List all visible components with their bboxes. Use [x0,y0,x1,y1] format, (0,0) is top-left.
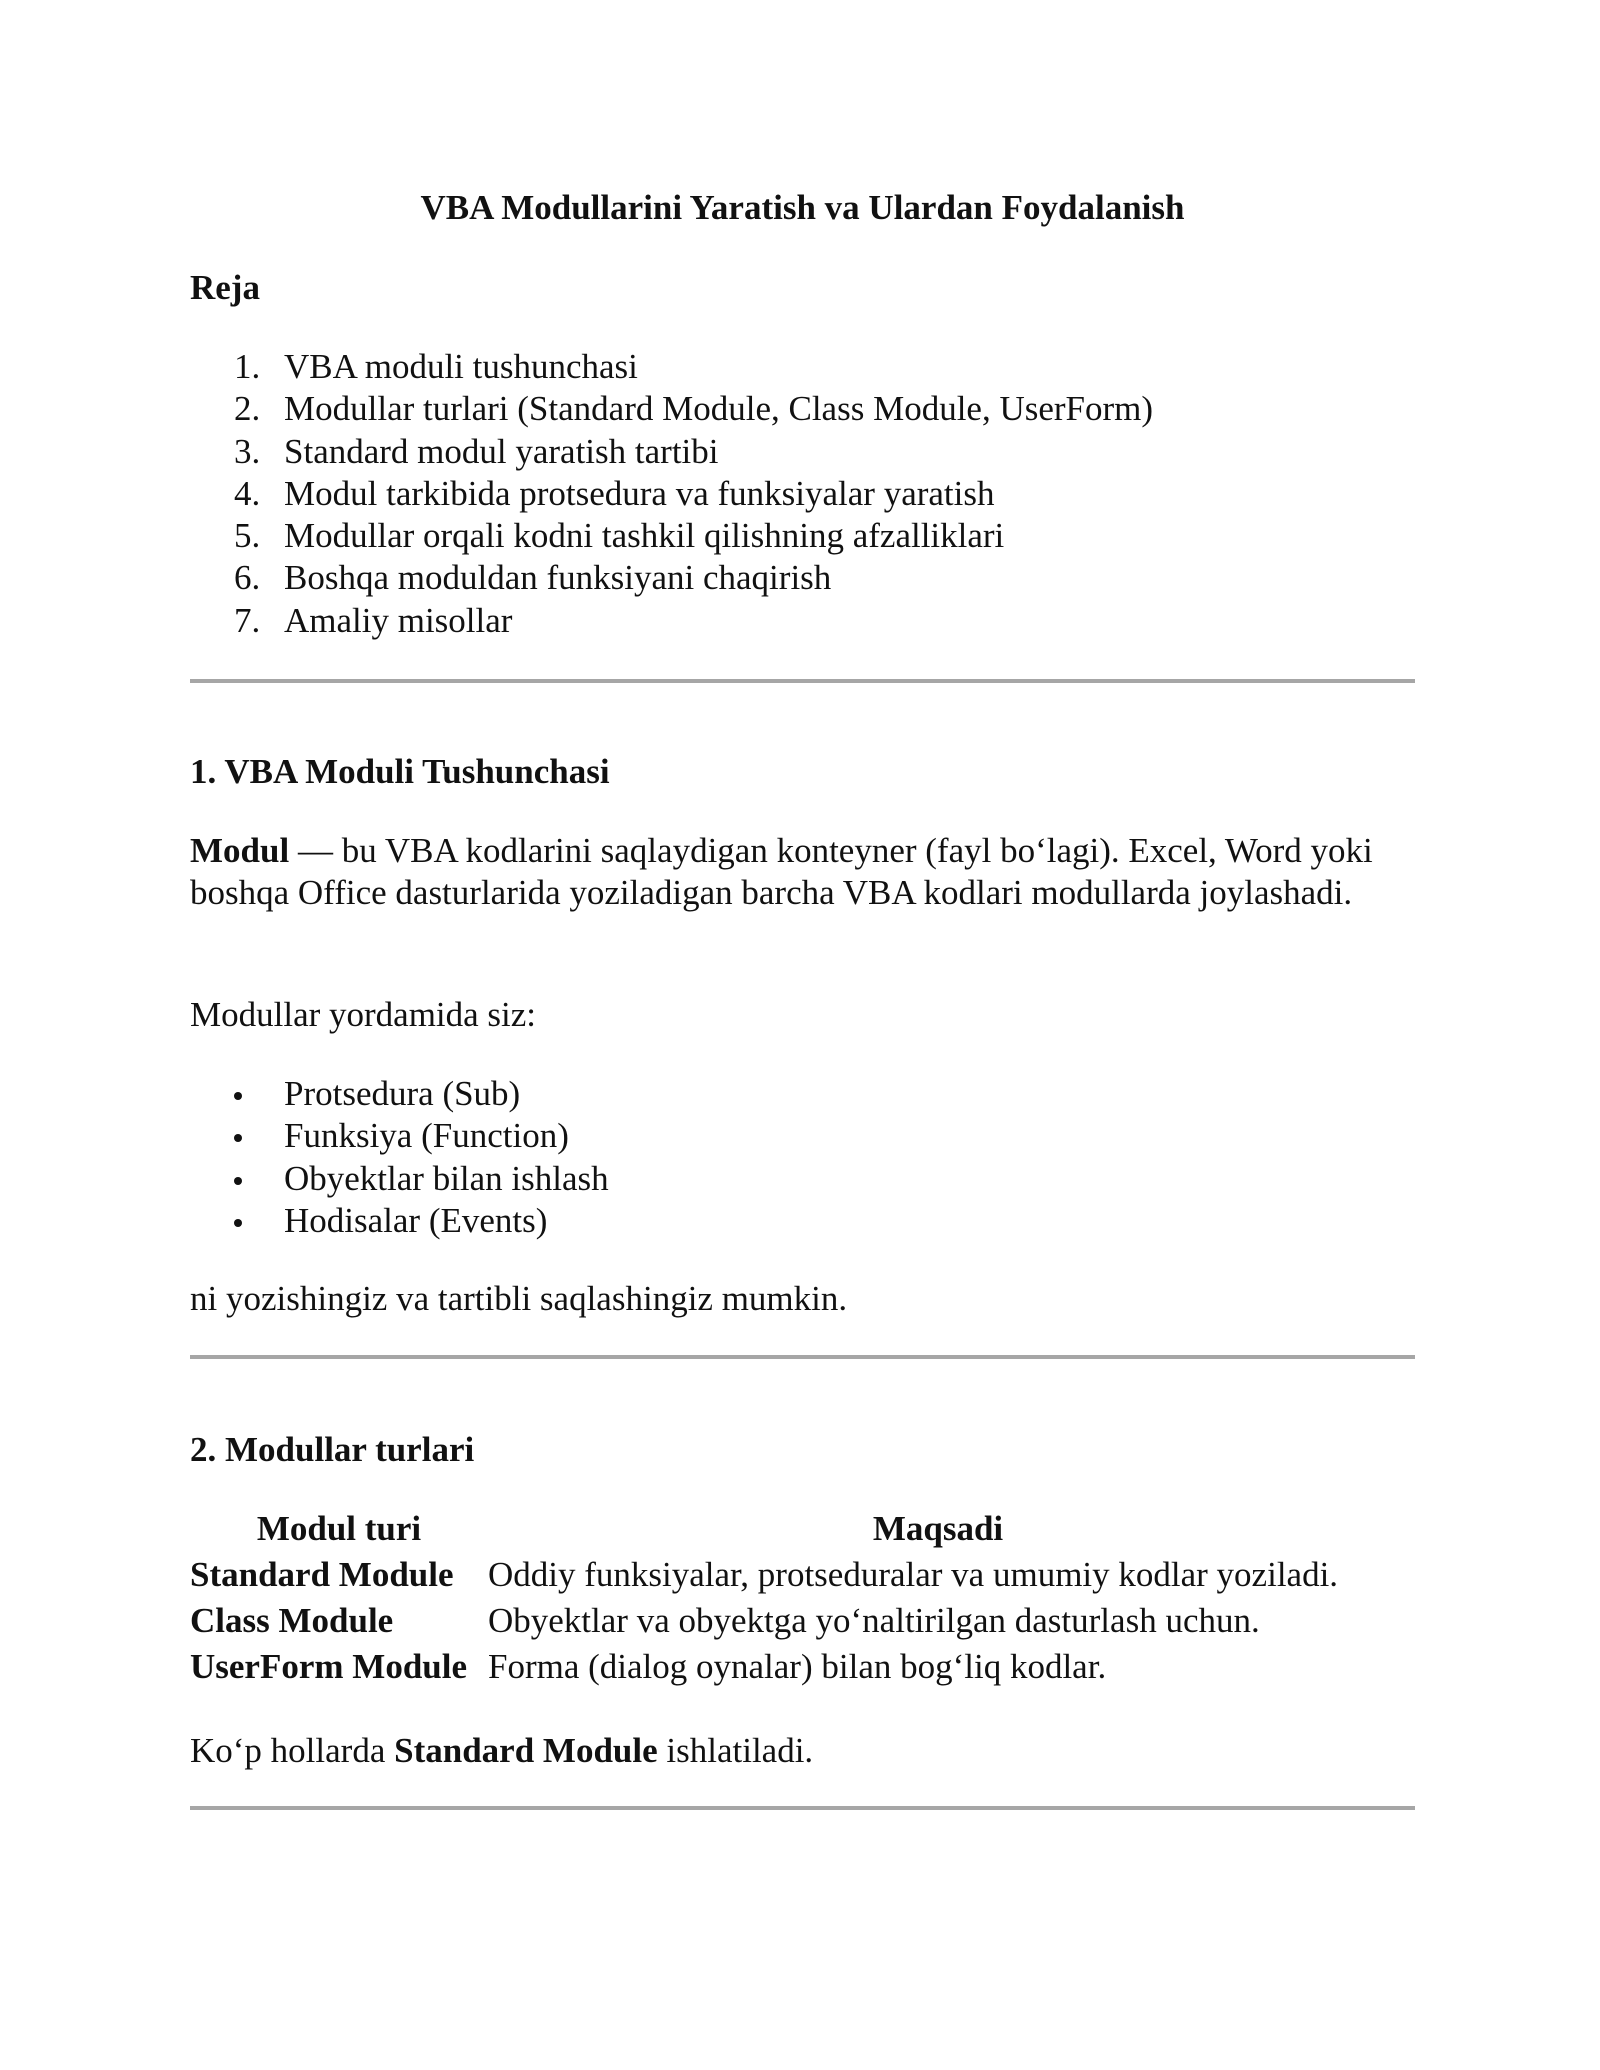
module-type-cell: Standard Module [190,1555,454,1594]
bullet-icon [234,1219,242,1227]
bullet-item [190,1200,609,1242]
note-suffix: ishlatiladi. [657,1731,814,1770]
module-type-cell: UserForm Module [190,1647,468,1686]
table-row [190,1600,1388,1646]
horizontal-rule [190,679,1415,683]
plan-item-number: 4. [234,473,261,513]
plan-item [190,388,1153,430]
bullet-icon [234,1092,242,1100]
note-bold-term: Standard Module [394,1731,658,1770]
bullet-icon [234,1134,242,1142]
plan-item-number: 6. [234,558,261,598]
plan-item-number: 5. [234,516,261,556]
plan-item-number: 3. [234,431,261,471]
bullet-item-text: Hodisalar (Events) [284,1200,548,1240]
plan-heading: Reja [190,268,260,307]
plan-list [190,346,1153,642]
bullet-item-text: Protsedura (Sub) [284,1074,521,1113]
plan-item [190,431,1153,473]
horizontal-rule [190,1806,1415,1810]
bullet-item-text: Funksiya (Function) [284,1116,569,1156]
plan-item-text: Standard modul yaratish tartibi [284,431,719,471]
plan-item-number: 1. [234,347,261,386]
plan-item-text: Modullar turlari (Standard Module, Class Module, UserForm) [284,389,1154,429]
plan-item-number: 2. [234,389,261,429]
plan-item-number: 7. [234,600,261,640]
section-2-heading: 2. Modullar turlari [190,1430,475,1469]
plan-item [190,600,1153,642]
modules-lead-paragraph: Modullar yordamida siz: [190,995,537,1034]
module-definition-paragraph [190,830,1415,915]
column-header-purpose: Maqsadi [872,1509,1004,1548]
module-types-table [190,1508,1388,1692]
document-title: VBA Modullarini Yaratish va Ulardan Foydalanish [420,188,1185,227]
note-prefix: Ko‘p hollarda [190,1731,395,1770]
bullet-item-text: Obyektlar bilan ishlash [284,1158,609,1198]
bullet-item [190,1158,609,1200]
module-purpose-cell: Forma (dialog oynalar) bilan bog‘liq kodlar. [488,1647,1107,1686]
plan-item [190,346,1153,388]
modules-closing-paragraph: ni yozishingiz va tartibli saqlashingiz mumkin. [190,1279,848,1318]
module-purpose-cell: Oddiy funksiyalar, protseduralar va umumiy kodlar yoziladi. [488,1555,1339,1594]
table-header-row [190,1508,1388,1554]
table-row [190,1554,1388,1600]
standard-module-note [190,1730,1415,1772]
horizontal-rule [190,1355,1415,1359]
plan-item [190,473,1153,515]
bullet-item [190,1073,609,1115]
bullet-item [190,1115,609,1157]
plan-item-text: Modul tarkibida protsedura va funksiyalar yaratish [284,473,995,513]
plan-item-text: Modullar orqali kodni tashkil qilishning afzalliklari [284,516,1005,556]
module-purpose-cell: Obyektlar va obyektga yo‘naltirilgan dasturlash uchun. [488,1601,1260,1640]
definition-text: — bu VBA kodlarini saqlaydigan konteyner (fayl bo‘lagi). Excel, Word yoki boshqa Office dasturlarida yoziladigan barcha VBA kodlari modullarda joylashadi. [190,831,1373,913]
plan-item [190,515,1153,557]
capabilities-bullet-list [190,1073,609,1242]
section-1-heading: 1. VBA Moduli Tushunchasi [190,752,610,791]
plan-item-text: Boshqa moduldan funksiyani chaqirish [284,558,832,598]
plan-item-text: Amaliy misollar [284,600,513,640]
definition-term: Modul [190,831,290,870]
module-type-cell: Class Module [190,1601,394,1640]
column-header-module-type: Modul turi [256,1509,422,1548]
table-row [190,1646,1388,1692]
bullet-icon [234,1177,242,1185]
plan-item-text: VBA moduli tushunchasi [284,347,638,386]
plan-item [190,557,1153,599]
